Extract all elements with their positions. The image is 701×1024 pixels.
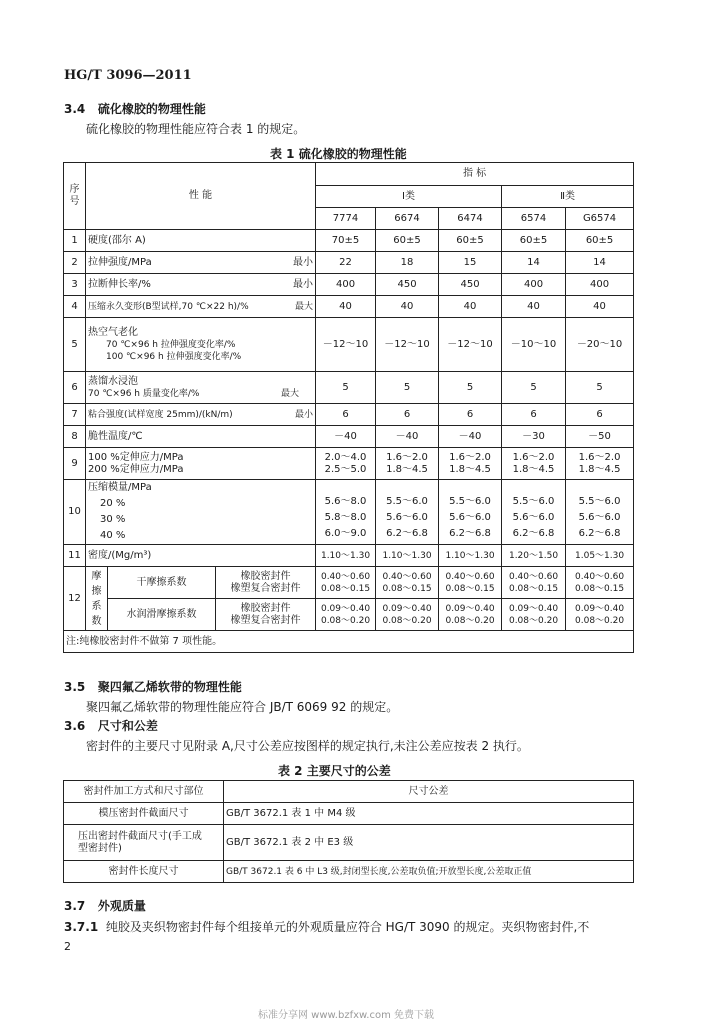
t2-header-method: 密封件加工方式和尺寸部位: [64, 781, 224, 803]
section-3-7-1: 3.7.1 纯胶及夹织物密封件每个组接单元的外观质量应符合 HG/T 3090 的规定。夹织物密封件,不: [64, 920, 590, 934]
table-row: 12 摩 擦 系 数 干摩擦系数 橡胶密封件 橡塑复合密封件 0.40～0.60 0.08～0.15 0.40～0.60 0.08～0.15 0.40～0.60 0.08～0.15 0.40～0.60 0.08～0.15 0.40～0.60 0.08～0.15: [64, 567, 634, 599]
grade-g6574: G6574: [566, 208, 634, 230]
header-index: 指 标: [316, 163, 634, 186]
page-number: 2: [64, 940, 71, 953]
header-class-1: Ⅰ类: [316, 186, 502, 208]
table-row: 2 拉伸强度/MPa 最小 22 18 15 14 14: [64, 252, 634, 274]
grade-6574: 6574: [502, 208, 566, 230]
table-row: 5 热空气老化 70 ℃×96 h 拉伸强度变化率/% 100 ℃×96 h 拉伸强度变化率/% －12～10 －12～10 －12～10 －10～10 －20～10: [64, 318, 634, 372]
table-note-row: 注:纯橡胶密封件不做第 7 项性能。: [64, 631, 634, 653]
header-seq: 序号: [64, 163, 86, 230]
table-row: 1 硬度(邵尔 A) 70±5 60±5 60±5 60±5 60±5: [64, 230, 634, 252]
section-3-4-text: 硫化橡胶的物理性能应符合表 1 的规定。: [86, 122, 306, 136]
table-row: 压出密封件截面尺寸(手工成 型密封件) GB/T 3672.1 表 2 中 E3 级: [64, 825, 634, 861]
table-row: 密封件长度尺寸 GB/T 3672.1 表 6 中 L3 级,封闭型长度,公差取负值;开放型长度,公差取正值: [64, 861, 634, 883]
grade-6474: 6474: [439, 208, 502, 230]
table-2: [63, 780, 634, 883]
table-row: 10 压缩模量/MPa 20 % 30 % 40 % 5.6～8.0 5.8～8.0 6.0～9.0 5.5～6.0 5.6～6.0 6.2～6.8 5.5～6.0 5.6～6.0 6.2～6.8 5.5～6.0 5.6～6.0 6.2～6.8 5.5～6.0 5.6～6.0 6.2～6.8: [64, 480, 634, 545]
table-row: 水润滑摩擦系数 橡胶密封件 橡塑复合密封件 0.09～0.40 0.08～0.20 0.09～0.40 0.08～0.20 0.09～0.40 0.08～0.20 0.09～0.40 0.08～0.20 0.09～0.40 0.08～0.20: [64, 599, 634, 631]
grade-7774: 7774: [316, 208, 376, 230]
section-title: 硫化橡胶的物理性能: [97, 102, 206, 116]
header-class-2: Ⅱ类: [502, 186, 634, 208]
table-row: 7 粘合强度(试样宽度 25mm)/(kN/m) 最小 6 6 6 6 6: [64, 404, 634, 426]
section-3-7-title: 3.7 外观质量: [64, 899, 146, 913]
watermark: 标准分享网 www.bzfxw.com 免费下载: [258, 1010, 434, 1021]
section-number: 3.4: [64, 102, 86, 116]
table-row: 3 拉断伸长率/% 最小 400 450 450 400 400: [64, 274, 634, 296]
doc-header: HG/T 3096—2011: [64, 68, 192, 83]
table-row: 6 蒸馏水浸泡 70 ℃×96 h 质量变化率/% 最大 5 5 5 5 5: [64, 372, 634, 404]
table2-caption: 表 2 主要尺寸的公差: [278, 764, 391, 778]
grade-6674: 6674: [376, 208, 439, 230]
table-row: 模压密封件截面尺寸 GB/T 3672.1 表 1 中 M4 级: [64, 803, 634, 825]
table-row: 4 压缩永久变形(B型试样,70 ℃×22 h)/% 最大 40 40 40 40 40: [64, 296, 634, 318]
section-3-5-text: 聚四氟乙烯软带的物理性能应符合 JB/T 6069 92 的规定。: [86, 700, 399, 714]
section-3-6-text: 密封件的主要尺寸见附录 A,尺寸公差应按图样的规定执行,未注公差应按表 2 执行。: [86, 739, 529, 753]
table-1: [63, 162, 634, 653]
header-performance: 性 能: [86, 163, 316, 230]
section-3-6-title: 3.6 尺寸和公差: [64, 719, 158, 733]
section-3-5-title: 3.5 聚四氟乙烯软带的物理性能: [64, 680, 242, 694]
section-3-4-title: [64, 100, 206, 117]
table-row: 9 100 %定伸应力/MPa 200 %定伸应力/MPa 2.0～4.0 2.5～5.0 1.6～2.0 1.8～4.5 1.6～2.0 1.8～4.5 1.6～2.0 1.8～4.5 1.6～2.0 1.8～4.5: [64, 448, 634, 480]
table-row: 11 密度/(Mg/m³) 1.10～1.30 1.10～1.30 1.10～1.30 1.20～1.50 1.05～1.30: [64, 545, 634, 567]
t2-header-tolerance: 尺寸公差: [224, 781, 634, 803]
table1-caption: 表 1 硫化橡胶的物理性能: [270, 147, 407, 161]
table-row: 8 脆性温度/℃ －40 －40 －40 －30 －50: [64, 426, 634, 448]
